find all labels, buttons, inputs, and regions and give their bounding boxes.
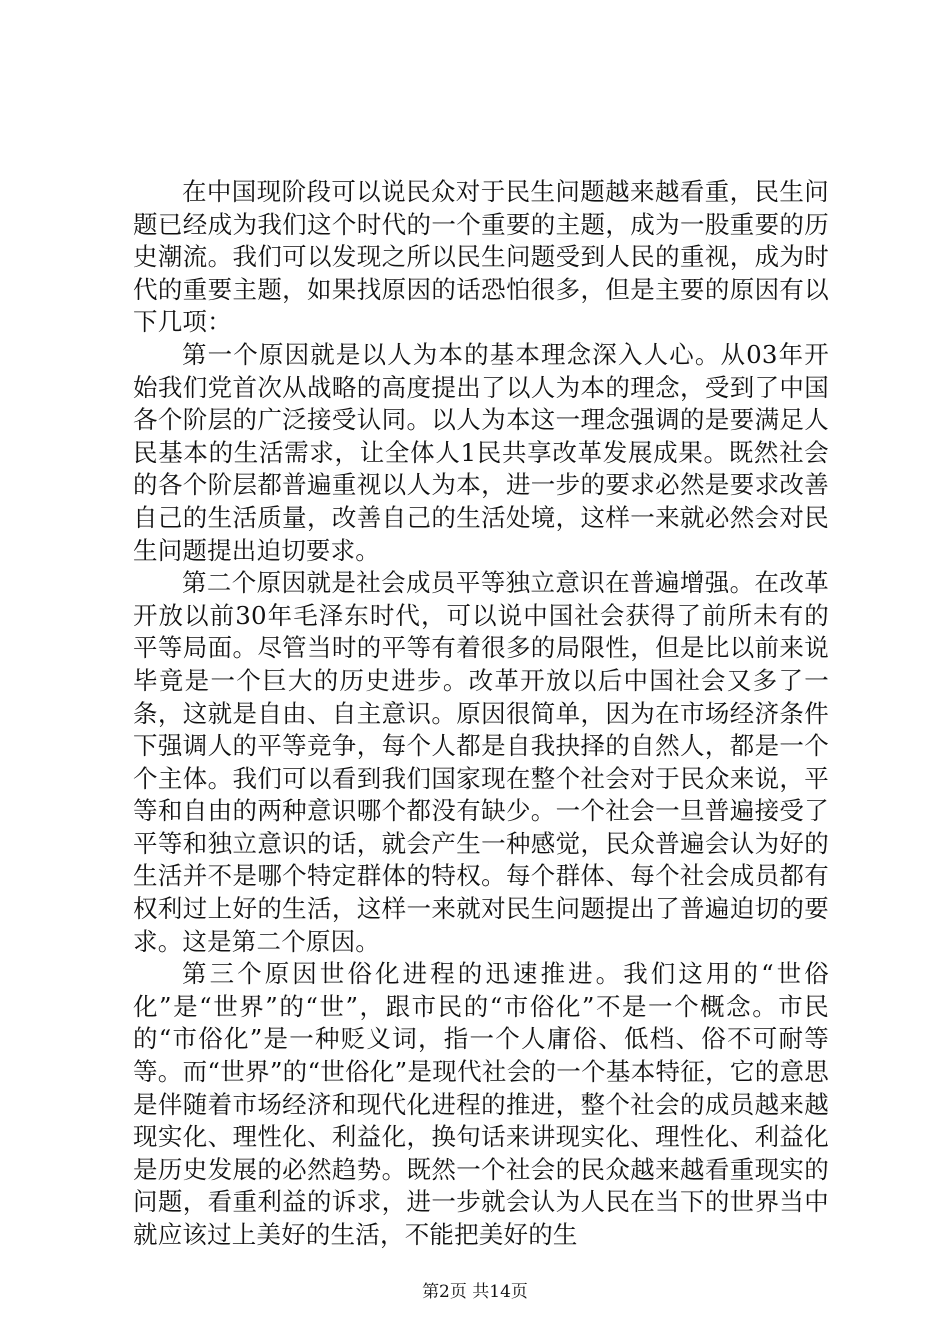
paragraph-reason-one: 第一个原因就是以人为本的基本理念深入人心。从03年开始我们党首次从战略的高度提出了以人为本的理念，受到了中国各个阶层的广泛接受认同。以人为本这一理念强调的是要满足人民基本的生活需求，让全体人1民共享改革发展成果。既然社会的各个阶层都普遍重视以人为本，进一步的要求必然是要求改善自己的生活质量，改善自己的生活处境，这样一来就必然会对民生问题提出迫切要求。 [133,339,829,565]
paragraph-intro: 在中国现阶段可以说民众对于民生问题越来越看重，民生问题已经成为我们这个时代的一个重要的主题，成为一股重要的历史潮流。我们可以发现之所以民生问题受到人民的重视，成为时代的重要主题，如果找原因的话恐怕很多，但是主要的原因有以下几项： [133,177,829,337]
paragraph-reason-three: 第三个原因世俗化进程的迅速推进。我们这用的“世俗化”是“世界”的“世”，跟市民的“市俗化”不是一个概念。市民的“市俗化”是一种贬义词，指一个人庸俗、低档、俗不可耐等等。而“世界”的“世俗化”是现代社会的一个基本特征，它的意思是伴随着市场经济和现代化进程的推进，整个社会的成员越来越现实化、理性化、利益化，换句话来讲现实化、理性化、利益化是历史发展的必然趋势。既然一个社会的民众越来越看重现实的问题，看重利益的诉求，进一步就会认为人民在当下的世界当中就应该过上美好的生活，不能把美好的生 [133,959,829,1249]
page-number-footer: 第2页 共14页 [422,1282,528,1302]
document-body [133,176,829,1252]
paragraph-reason-two: 第二个原因就是社会成员平等独立意识在普遍增强。在改革开放以前30年毛泽东时代，可以说中国社会获得了前所未有的平等局面。尽管当时的平等有着很多的局限性，但是比以前来说毕竟是一个巨大的历史进步。改革开放以后中国社会又多了一条，这就是自由、自主意识。原因很简单，因为在市场经济条件下强调人的平等竞争，每个人都是自我抉择的自然人，都是一个个主体。我们可以看到我们国家现在整个社会对于民众来说，平等和自由的两种意识哪个都没有缺少。一个社会一旦普遍接受了平等和独立意识的话，就会产生一种感觉，民众普遍会认为好的生活并不是哪个特定群体的特权。每个群体、每个社会成员都有权利过上好的生活，这样一来就对民生问题提出了普遍迫切的要求。这是第二个原因。 [133,568,829,956]
